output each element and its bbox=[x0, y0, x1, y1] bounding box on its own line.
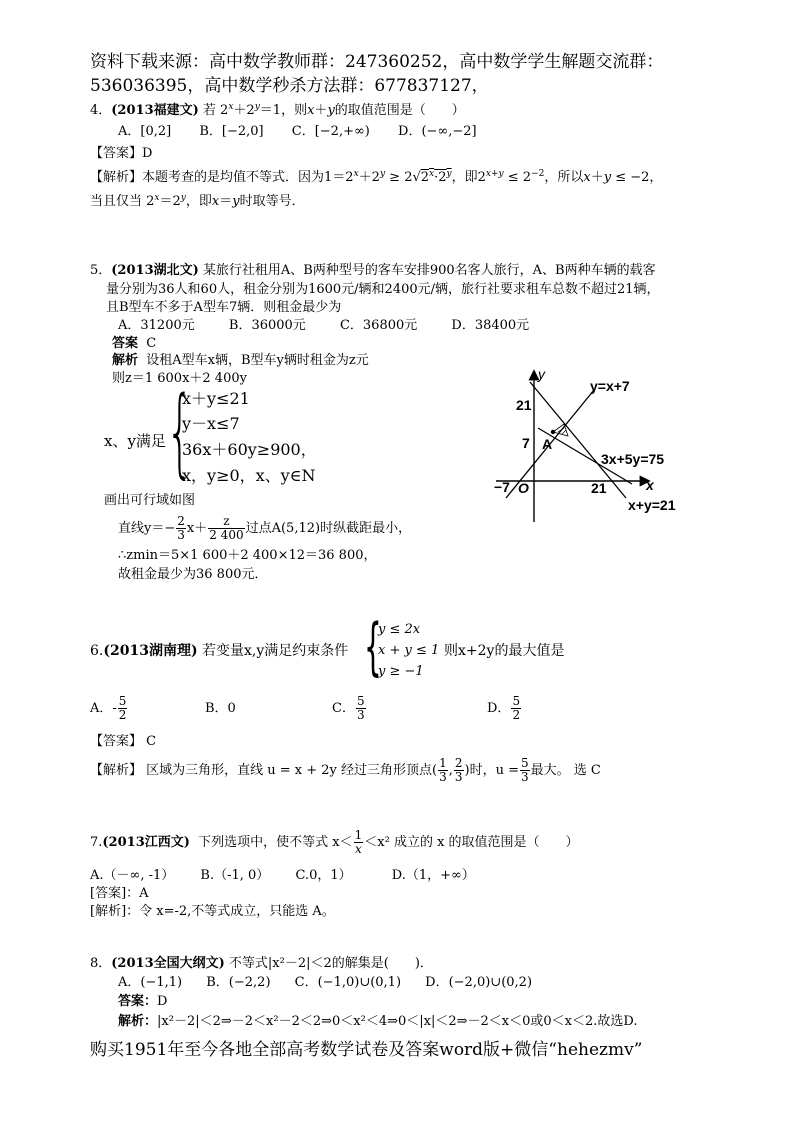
q5-zmin: ∴zmin＝5×1 600＋2 400×12＝36 800， bbox=[118, 548, 377, 563]
q5-answer: 答案 C bbox=[112, 336, 157, 351]
point-a bbox=[551, 430, 555, 434]
label-line1: y=x+7 bbox=[590, 378, 630, 394]
q4-options bbox=[118, 124, 477, 140]
q5-options bbox=[118, 318, 529, 334]
q4-option-b: B．[−2,0] bbox=[199, 124, 264, 139]
q6-option-b: B．0 bbox=[205, 701, 236, 716]
origin-label: O bbox=[518, 480, 529, 496]
q6-answer: 【答案】 C bbox=[90, 734, 157, 749]
q5-feasible-region-graph bbox=[486, 360, 696, 525]
label-line2: 3x+5y=75 bbox=[601, 451, 665, 467]
q5-stem-1: 5．(2013湖北文) 某旅行社租用A、B两种型号的客车安排900名客人旅行，A、B两种车辆的载客 bbox=[90, 263, 656, 278]
q7-option-b: B.（-1, 0） bbox=[200, 868, 270, 883]
q6-stem-post: 则x+2y的最大值是 bbox=[444, 643, 565, 659]
q4-option-a: A．[0,2] bbox=[118, 124, 172, 139]
q6-option-c: C． $\frac{5}{3}$ bbox=[332, 694, 365, 722]
q4-option-d: D．(−∞,−2] bbox=[398, 124, 477, 139]
q5-constraint-4: x，y≥0，x、y∈N bbox=[182, 466, 316, 485]
q8-options bbox=[118, 975, 532, 991]
q8-option-a: A．(−1,1) bbox=[118, 975, 183, 990]
q7-options bbox=[90, 868, 475, 884]
q8-stem: 8．(2013全国大纲文) 不等式|x²－2|＜2的解集是( )． bbox=[90, 956, 433, 971]
q5-constraint-2: y－x≤7 bbox=[182, 414, 240, 433]
q6-constraint-3: y ≥ −1 bbox=[378, 664, 424, 679]
q4-stem: 4．(2013福建文) 若 $2^x+2^y=1$，则x＋y的取值范围是（ ） bbox=[90, 102, 465, 118]
q5-conclusion: 故租金最少为36 800元． bbox=[118, 567, 268, 582]
q5-constraints-brace: { bbox=[166, 376, 194, 488]
q6-option-d: D． $\frac{5}{2}$ bbox=[487, 694, 521, 722]
q7-answer: [答案]：A bbox=[90, 886, 149, 901]
q6-constraints-brace: { bbox=[364, 610, 382, 683]
q4-analysis-2: 当且仅当 $2^x=2^y$，即x＝y时取等号． bbox=[90, 193, 305, 209]
q7-option-d: D.（1，+∞） bbox=[391, 868, 475, 883]
q8-option-b: B．(−2,2) bbox=[206, 975, 271, 990]
tick-7-y: 7 bbox=[522, 435, 530, 451]
label-a: A bbox=[542, 436, 553, 452]
q6-options bbox=[90, 694, 128, 724]
q5-stem-2: 量分别为36人和60人，租金分别为1600元/辆和2400元/辆，旅行社要求租车总数不超过21辆， bbox=[106, 282, 660, 297]
q5-analysis-2: 则z＝1 600x＋2 400y bbox=[112, 371, 247, 386]
header-line-1: 资料下载来源：高中数学教师群：247360252，高中数学学生解题交流群： bbox=[90, 52, 664, 72]
q5-line-statement: 直线y＝− $\frac{2}{3}$ x＋ $\frac{z}{2 400}$ 过点A(5,12)时纵截距最小， bbox=[118, 514, 412, 542]
q5-analysis-1: 解析 设租A型车x辆，B型车y辆时租金为z元 bbox=[112, 353, 369, 368]
q4-option-c: C．[−2,+∞) bbox=[291, 124, 370, 139]
q6-constraint-2: x + y ≤ 1 bbox=[378, 643, 440, 658]
q8-option-d: D．(−2,0)∪(0,2) bbox=[425, 975, 533, 990]
q5-stem-3: 且B型车不多于A型车7辆．则租金最少为 bbox=[106, 300, 342, 315]
q5-option-d: D．38400元 bbox=[451, 318, 530, 333]
q7-analysis: [解析]：令 x=-2,不等式成立，只能选 A。 bbox=[90, 904, 335, 919]
q5-constraints-label: x、y满足 bbox=[104, 432, 166, 450]
q7-option-c: C.0，1） bbox=[295, 868, 352, 883]
tick-21-y: 21 bbox=[516, 397, 532, 413]
tick-21-x: 21 bbox=[591, 480, 607, 496]
header-line-2: 536036395，高中数学秒杀方法群：677837127， bbox=[90, 76, 489, 96]
q5-draw-text: 画出可行域如图 bbox=[104, 493, 196, 508]
q8-option-c: C．(−1,0)∪(0,1) bbox=[294, 975, 402, 990]
q4-analysis-1: 【解析】本题考查的是均值不等式．因为$1=2^x+2^y \ge 2√2^x\cdot 2^y$，即$2^{x+y} \le 2^{-2}$，所以x＋y ≤ −2， bbox=[90, 169, 663, 185]
q5-option-b: B．36000元 bbox=[228, 318, 306, 333]
q8-answer: 答案：D bbox=[118, 994, 168, 1009]
q4-answer: 【答案】D bbox=[90, 146, 153, 161]
footer: 购买1951年至今各地全部高考数学试卷及答案word版+微信“hehezmv” bbox=[90, 1040, 643, 1060]
y-axis-label: y bbox=[538, 366, 545, 382]
q5-constraint-1: x＋y≤21 bbox=[182, 389, 250, 408]
tick-neg7: −7 bbox=[494, 479, 510, 495]
q6-stem: 6.(2013湖南理) 若变量x,y满足约束条件 bbox=[90, 643, 349, 659]
label-line3: x+y=21 bbox=[628, 497, 676, 513]
q6-analysis: 【解析】 区域为三角形，直线 u = x + 2y 经过三角形顶点( $\frac{1}{3}$ , $\frac{2}{3}$ )时，u = $\frac{5}{3}$ 最大。 选 C bbox=[90, 756, 601, 784]
q6-constraint-1: y ≤ 2x bbox=[378, 622, 421, 637]
q8-analysis: 解析：|x²－2|＜2⇒－2＜x²－2＜2⇒0＜x²＜4⇒0＜|x|＜2⇒－2＜x＜0或0＜x＜2.故选D. bbox=[118, 1014, 638, 1029]
q6-option-a: A．- $\frac{5}{2}$ bbox=[90, 694, 127, 722]
q7-option-a: A.（－∞, -1） bbox=[90, 868, 175, 883]
q5-option-c: C．36800元 bbox=[339, 318, 418, 333]
x-axis-label: x bbox=[646, 477, 654, 493]
q5-option-a: A．31200元 bbox=[118, 318, 195, 333]
q5-constraint-3: 36x＋60y≥900， bbox=[182, 440, 317, 459]
q7-stem: 7.(2013江西文) 下列选项中，使不等式 x＜ $\frac{1}{x}$ ＜x² 成立的 x 的取值范围是（ ） bbox=[90, 828, 579, 856]
